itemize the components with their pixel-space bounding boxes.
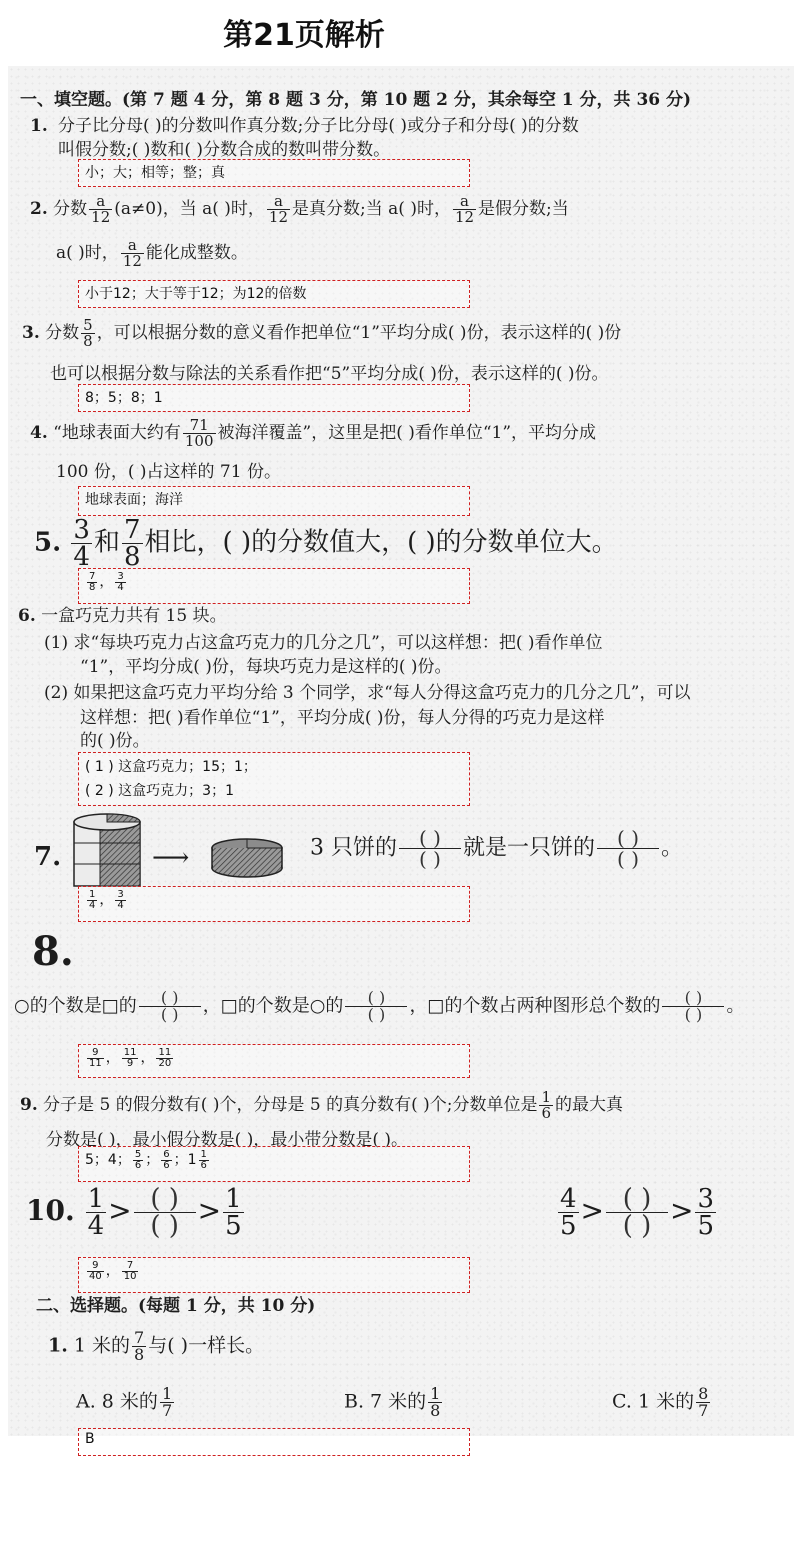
- answer-fraction: [87, 1261, 104, 1282]
- denominator: 6: [541, 1104, 552, 1122]
- text: ○的个数是□的: [14, 995, 137, 1017]
- denominator: 12: [91, 208, 111, 226]
- option-fraction: [428, 1386, 442, 1419]
- option-label: A. 8 米的: [76, 1390, 158, 1413]
- text: a( )时，: [56, 243, 119, 263]
- fraction-5-8: [81, 318, 95, 349]
- question-4-line-2: 100 份，( )占这样的 71 份。: [56, 462, 281, 482]
- text: 。: [661, 835, 684, 861]
- denominator: 4: [117, 581, 124, 593]
- numerator: 4: [560, 1184, 577, 1214]
- numerator: 1: [161, 1384, 173, 1403]
- answer-fraction: [115, 890, 125, 911]
- separator: ，: [105, 1263, 120, 1279]
- answer-fraction: [122, 1048, 139, 1069]
- fraction-1-6: [539, 1090, 553, 1121]
- answer-box-q7: [78, 886, 470, 922]
- answer-fraction: [133, 1150, 143, 1171]
- answer-text: B: [85, 1431, 95, 1447]
- single-cake-icon: [210, 836, 284, 880]
- numerator: 6: [163, 1148, 170, 1160]
- denominator: 8: [123, 542, 141, 572]
- answer-box-q3: [78, 384, 470, 412]
- greater-than: >: [670, 1194, 694, 1227]
- separator: ；: [145, 1152, 160, 1168]
- blank-fraction: [399, 828, 461, 869]
- greater-than: >: [108, 1194, 132, 1227]
- answer-box-choice-1: [78, 1428, 470, 1456]
- blank-denominator: ( ): [160, 1005, 179, 1024]
- numerator: 3: [117, 570, 124, 582]
- text: 和: [93, 527, 120, 558]
- text: ，□的个数是○的: [202, 995, 344, 1017]
- question-number: 3.: [22, 323, 40, 343]
- blank-fraction: [597, 828, 659, 869]
- question-3-line-1: [22, 318, 621, 349]
- question-number: 6.: [18, 606, 36, 626]
- blank-denominator: ( ): [617, 847, 639, 871]
- answer-box-q9: [78, 1146, 470, 1182]
- blank-denominator: ( ): [684, 1005, 703, 1024]
- denominator: 20: [158, 1057, 172, 1069]
- text: 一盒巧克力共有 15 块。: [41, 606, 227, 626]
- question-number: 9.: [20, 1095, 38, 1115]
- numerator: 9: [87, 1048, 104, 1059]
- blank-denominator: ( ): [419, 847, 441, 871]
- answer-box-q8: [78, 1044, 470, 1078]
- separator: ，: [105, 1050, 120, 1066]
- blank-fraction: [345, 990, 407, 1023]
- option-a: [76, 1386, 176, 1419]
- arrow-icon: ⟶: [152, 843, 190, 873]
- numerator: 71: [183, 418, 216, 434]
- denominator: 6: [163, 1159, 170, 1171]
- answer-fraction: [122, 1261, 139, 1282]
- question-number: 8.: [32, 928, 74, 975]
- answer-text: ；1: [173, 1152, 197, 1168]
- denominator: 8: [430, 1401, 441, 1420]
- fraction-a-over-12: [89, 194, 112, 225]
- text: 3 只饼的: [310, 835, 397, 861]
- denominator: 6: [200, 1159, 207, 1171]
- separator: ，: [99, 574, 114, 590]
- denominator: 4: [117, 899, 124, 911]
- greater-than: >: [197, 1194, 222, 1227]
- numerator: 7: [122, 1261, 139, 1272]
- blank-fraction: [134, 1186, 196, 1239]
- section-heading-multiple-choice: 二、选择题。(每题 1 分，共 10 分): [36, 1296, 316, 1316]
- denominator: 4: [89, 899, 96, 911]
- question-number: 1.: [48, 1334, 68, 1357]
- numerator: 11: [123, 1046, 137, 1058]
- denominator: 9: [126, 1057, 134, 1069]
- denominator: 11: [89, 1057, 102, 1069]
- question-6-stem: [18, 606, 227, 626]
- answer-box-q4: [78, 486, 470, 516]
- question-1-line-1: 分子比分母( )的分数叫作真分数;分子比分母( )或分子和分母( )的分数: [58, 116, 579, 136]
- fraction-7-8: [132, 1330, 146, 1363]
- fraction-3-5: [695, 1186, 716, 1239]
- denominator: 7: [698, 1401, 709, 1420]
- denominator: 4: [87, 1211, 105, 1241]
- answer-text-part-1: ( 1 ) 这盒巧克力；15；1；: [85, 759, 257, 775]
- question-9-line-2: 分数是( )，最小假分数是( )，最小带分数是( )。: [46, 1130, 409, 1150]
- denominator: 5: [560, 1211, 577, 1241]
- blank-numerator: ( ): [134, 1186, 196, 1213]
- text: 被海洋覆盖”，这里是把( )看作单位“1”，平均分成: [217, 423, 597, 443]
- question-number: 2.: [30, 199, 48, 219]
- answer-box-q10: [78, 1257, 470, 1293]
- question-number: 1.: [30, 116, 48, 136]
- question-number: 10.: [26, 1194, 75, 1227]
- question-8-text: [14, 990, 744, 1023]
- text: 是假分数;当: [478, 199, 569, 219]
- answer-fraction: [87, 890, 97, 911]
- choice-question-1: [48, 1330, 264, 1363]
- denominator: 12: [122, 252, 142, 270]
- answer-fraction: [115, 572, 125, 593]
- blank-denominator: ( ): [367, 1005, 386, 1024]
- answer-text-part-2: ( 2 ) 这盒巧克力；3；1: [85, 783, 234, 799]
- numerator: 9: [87, 1261, 104, 1272]
- denominator: 40: [89, 1270, 102, 1282]
- answer-text: 8；5；8；1: [85, 390, 163, 406]
- answer-fraction: [199, 1150, 209, 1171]
- fraction-1-4: [86, 1186, 107, 1239]
- numerator: a: [267, 194, 290, 210]
- blank-fraction: [662, 990, 724, 1023]
- text: “地球表面大约有: [53, 423, 181, 443]
- option-fraction: [160, 1386, 174, 1419]
- numerator: 1: [89, 888, 96, 900]
- fraction-3-4: [71, 517, 92, 570]
- greater-than: >: [580, 1194, 605, 1227]
- blank-numerator: ( ): [662, 990, 724, 1007]
- fraction-4-5: [558, 1186, 579, 1239]
- text: 是真分数;当 a( )时，: [292, 199, 451, 219]
- numerator: 7: [89, 570, 96, 582]
- text: 就是一只饼的: [463, 835, 596, 861]
- fraction-71-100: [183, 418, 216, 449]
- blank-fraction: [606, 1186, 668, 1239]
- option-label: B. 7 米的: [344, 1390, 427, 1413]
- question-10-right: [556, 1186, 718, 1239]
- answer-text: 小于12；大于等于12；为12的倍数: [85, 286, 307, 302]
- question-10-left: [26, 1186, 246, 1239]
- question-7-text: [310, 828, 683, 869]
- answer-box-q2: [78, 280, 470, 308]
- denominator: 12: [454, 208, 475, 226]
- numerator: 7: [134, 1328, 145, 1347]
- text: ，可以根据分数的意义看作把单位“1”平均分成( )份，表示这样的( )份: [96, 323, 622, 343]
- fraction-7-8: [122, 517, 143, 570]
- page-title: 第21页解析: [223, 18, 385, 53]
- question-6-part-1-line-1: (1) 求“每块巧克力占这盒巧克力的几分之几”，可以这样想：把( )看作单位: [44, 633, 603, 653]
- text: 分数: [53, 199, 88, 219]
- denominator: 8: [134, 1345, 145, 1364]
- fraction-a-over-12: [453, 194, 476, 225]
- answer-text: 小；大；相等；整；真: [85, 165, 225, 181]
- blank-denominator: ( ): [150, 1211, 179, 1241]
- blank-numerator: ( ): [139, 990, 201, 1007]
- numerator: 1: [87, 1184, 105, 1214]
- numerator: 1: [541, 1088, 552, 1106]
- answer-box-q1: [78, 159, 470, 187]
- question-6-part-2-line-3: 的( )份。: [80, 731, 150, 751]
- text: 分子是 5 的假分数有( )个，分母是 5 的真分数有( )个;分数单位是: [43, 1095, 538, 1115]
- blank-fraction: [139, 990, 201, 1023]
- denominator: 5: [697, 1211, 715, 1241]
- numerator: 8: [698, 1384, 709, 1403]
- answer-box-q5: [78, 568, 470, 604]
- numerator: 3: [73, 515, 90, 545]
- denominator: 6: [134, 1159, 142, 1171]
- question-4-line-1: [30, 418, 596, 449]
- question-number: 7.: [34, 842, 62, 872]
- numerator: 1: [430, 1384, 441, 1403]
- question-5-line: [34, 517, 618, 570]
- denominator: 8: [89, 581, 96, 593]
- separator: ，: [140, 1050, 155, 1066]
- question-6-part-1-line-2: “1”，平均分成( )份，每块巧克力是这样的( )份。: [80, 657, 452, 677]
- fraction-a-over-12: [267, 194, 290, 225]
- three-cakes-stack-icon: [70, 812, 150, 888]
- fraction-1-5: [223, 1186, 244, 1239]
- fraction-a-over-12: [121, 238, 144, 269]
- denominator: 10: [123, 1270, 137, 1282]
- answer-fraction: [156, 1048, 173, 1069]
- text: 1 米的: [73, 1334, 131, 1357]
- blank-numerator: ( ): [345, 990, 407, 1007]
- text: 能化成整数。: [145, 243, 248, 263]
- answer-fraction: [87, 572, 97, 593]
- text: ，□的个数占两种图形总个数的: [409, 995, 661, 1017]
- text: 相比，( )的分数值大，( )的分数单位大。: [144, 527, 618, 558]
- text: (a≠0)，当 a( )时，: [114, 199, 265, 219]
- numerator: 1: [200, 1148, 207, 1160]
- option-b: [344, 1386, 444, 1419]
- answer-text: 地球表面；海洋: [85, 492, 183, 508]
- text: 分数: [45, 323, 80, 343]
- answer-box-q6: [78, 752, 470, 806]
- section-heading-fill-in: 一、填空题。(第 7 题 4 分，第 8 题 3 分，第 10 题 2 分，其余每空 1 分，共 36 分): [20, 90, 692, 110]
- denominator: 8: [83, 332, 93, 350]
- option-label: C. 1 米的: [612, 1390, 695, 1413]
- separator: ，: [99, 892, 114, 908]
- answer-text: 5；4；: [85, 1152, 131, 1168]
- text: 的最大真: [555, 1095, 624, 1115]
- question-number: 5.: [34, 527, 62, 558]
- blank-numerator: ( ): [399, 828, 461, 849]
- question-3-line-2: 也可以根据分数与除法的关系看作把“5”平均分成( )份，表示这样的( )份。: [50, 364, 609, 384]
- numerator: 3: [697, 1184, 715, 1214]
- blank-numerator: ( ): [606, 1186, 668, 1213]
- numerator: 5: [134, 1148, 142, 1160]
- numerator: a: [121, 238, 144, 254]
- denominator: 7: [161, 1401, 173, 1420]
- text: 。: [726, 995, 745, 1017]
- denominator: 5: [225, 1211, 242, 1241]
- blank-denominator: ( ): [622, 1211, 652, 1241]
- blank-numerator: ( ): [597, 828, 659, 849]
- numerator: a: [453, 194, 476, 210]
- question-2-line-2: [56, 238, 248, 269]
- denominator: 12: [268, 208, 289, 226]
- denominator: 100: [184, 432, 214, 450]
- question-1-line-2: 叫假分数;( )数和( )分数合成的数叫带分数。: [58, 140, 391, 160]
- numerator: 1: [225, 1184, 242, 1214]
- numerator: 5: [83, 316, 93, 334]
- option-fraction: [696, 1386, 710, 1419]
- numerator: 11: [158, 1046, 172, 1058]
- numerator: 3: [117, 888, 124, 900]
- question-number: 4.: [30, 423, 48, 443]
- option-c: [612, 1386, 712, 1419]
- question-9-line-1: [20, 1090, 623, 1121]
- question-2-line-1: [30, 194, 569, 225]
- answer-fraction: [161, 1150, 171, 1171]
- question-6-part-2-line-1: (2) 如果把这盒巧克力平均分给 3 个同学，求“每人分得这盒巧克力的几分之几”，可以: [44, 683, 691, 703]
- numerator: 7: [123, 515, 141, 545]
- text: 与( )一样长。: [148, 1334, 265, 1357]
- question-6-part-2-line-2: 这样想：把( )看作单位“1”，平均分成( )份，每人分得的巧克力是这样: [80, 708, 605, 728]
- numerator: a: [89, 194, 112, 210]
- denominator: 4: [73, 542, 90, 572]
- answer-fraction: [87, 1048, 104, 1069]
